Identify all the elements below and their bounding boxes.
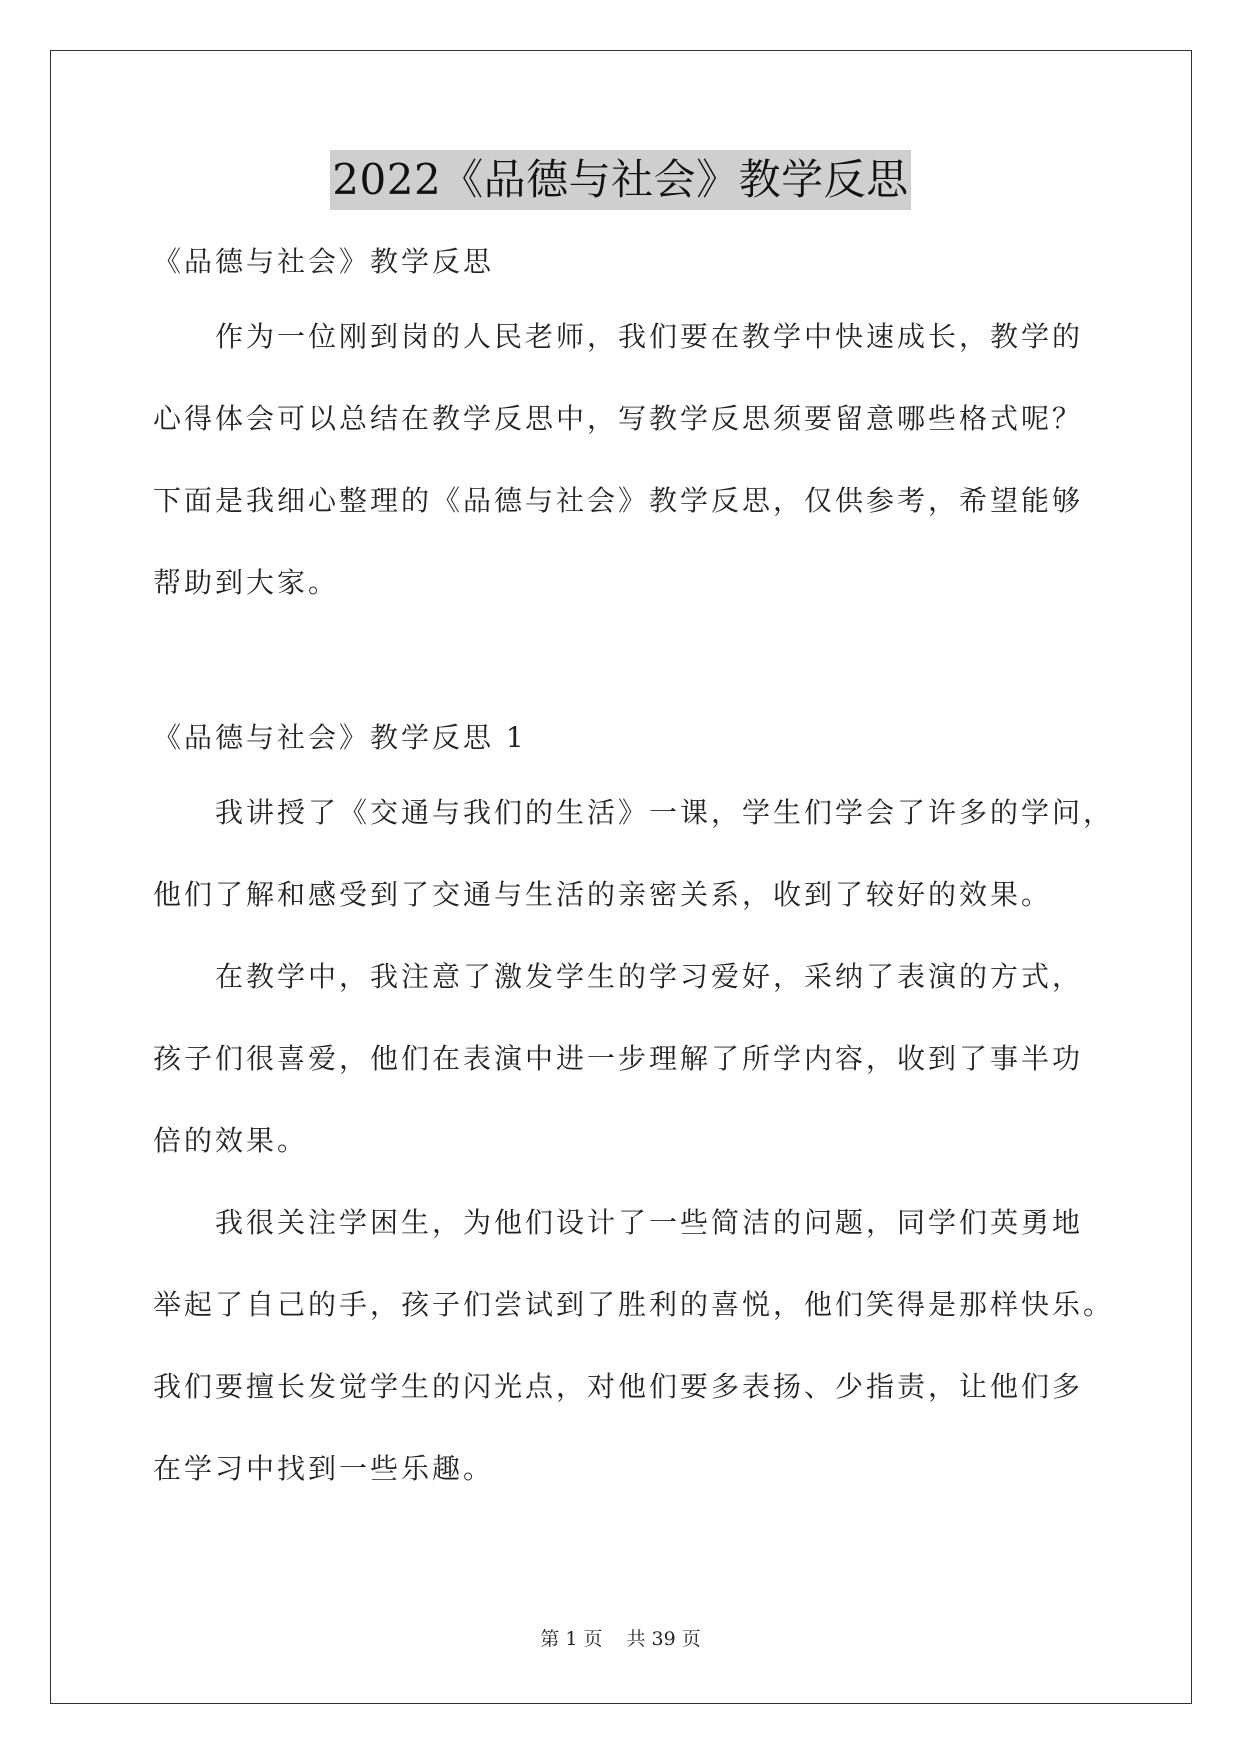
intro-line: 下面是我细心整理的《品德与社会》教学反思，仅供参考，希望能够 (153, 484, 1084, 517)
intro-paragraph (153, 296, 1093, 624)
paragraph-line: 倍的效果。 (153, 1124, 309, 1157)
section-gap (153, 624, 1093, 704)
document-title: 2022《品德与社会》教学反思 (330, 150, 910, 210)
intro-line: 帮助到大家。 (153, 566, 340, 599)
document-body (153, 228, 1115, 1510)
section1-paragraph-1 (153, 772, 1115, 936)
paragraph-line: 我讲授了《交通与我们的生活》一课，学生们学会了许多的学问， (215, 796, 1115, 829)
section1-heading: 《品德与社会》教学反思 1 (153, 721, 527, 754)
page-footer (0, 1624, 1241, 1651)
paragraph-line: 他们了解和感受到了交通与生活的亲密关系，收到了较好的效果。 (153, 878, 1053, 911)
intro-line: 心得体会可以总结在教学反思中，写教学反思须要留意哪些格式呢？ (153, 402, 1084, 435)
paragraph-line: 我们要擅长发觉学生的闪光点，对他们要多表扬、少指责，让他们多 (153, 1370, 1084, 1403)
paragraph-line: 在学习中找到一些乐趣。 (153, 1452, 495, 1485)
section1-paragraph-3 (153, 1182, 1115, 1510)
page-total: 共 39 页 (626, 1628, 701, 1650)
paragraph-line: 在教学中，我注意了激发学生的学习爱好，采纳了表演的方式， (215, 960, 1084, 993)
intro-line: 作为一位刚到岗的人民老师，我们要在教学中快速成长，教学的 (215, 320, 1084, 353)
paragraph-line: 孩子们很喜爱，他们在表演中进一步理解了所学内容，收到了事半功 (153, 1042, 1084, 1075)
paragraph-line: 举起了自己的手，孩子们尝试到了胜利的喜悦，他们笑得是那样快乐。 (153, 1288, 1115, 1321)
intro-heading: 《品德与社会》教学反思 (153, 245, 495, 278)
paragraph-line: 我很关注学困生，为他们设计了一些简洁的问题，同学们英勇地 (215, 1206, 1084, 1239)
section1-paragraph-2 (153, 936, 1093, 1182)
title-wrap (0, 150, 1241, 210)
page-number: 第 1 页 (540, 1628, 603, 1650)
